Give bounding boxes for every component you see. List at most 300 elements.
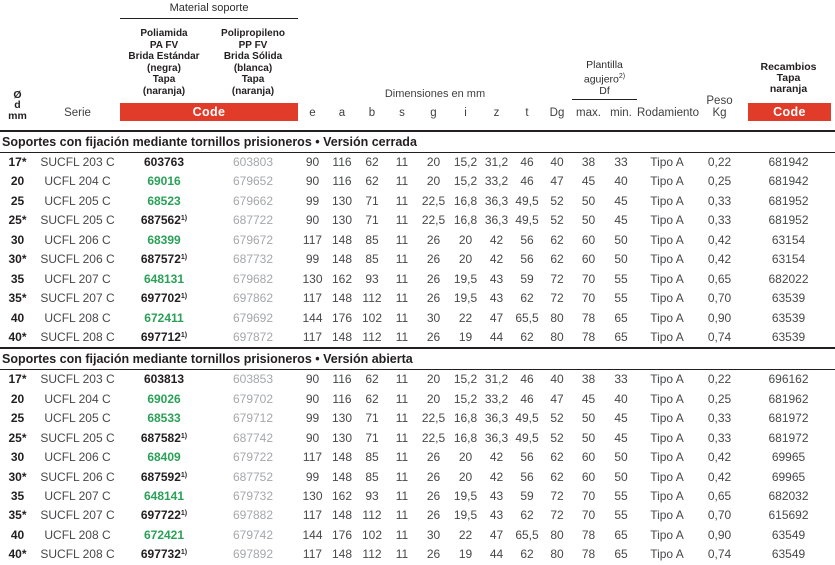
cell-code-pp: 697892	[232, 547, 274, 562]
cell-dim-s: 11	[395, 213, 409, 228]
cell-df-min: 55	[614, 508, 628, 523]
cell-df-max: 50	[581, 430, 596, 445]
cell-dim-z: 42	[489, 232, 504, 247]
cell-dim-i: 20	[458, 252, 473, 267]
cell-dim-i: 16,8	[453, 411, 478, 426]
cell-dim-i: 16,8	[453, 430, 478, 445]
table-row	[0, 309, 835, 328]
cell-dim-dg: 80	[550, 547, 564, 562]
cell-dim-a: 148	[331, 450, 353, 465]
table-row	[0, 487, 835, 506]
cell-dim-s: 11	[395, 174, 409, 189]
cell-df-max: 60	[581, 252, 596, 267]
cell-dim-a: 148	[331, 252, 353, 267]
cell-dim-z: 42	[489, 469, 504, 484]
cell-diameter: 40	[10, 527, 25, 542]
cell-dim-b: 62	[365, 372, 379, 387]
cell-diameter: 17*	[8, 155, 27, 169]
cell-dim-s: 11	[395, 252, 409, 267]
cell-dim-dg: 40	[550, 155, 564, 169]
cell-peso: 0,42	[707, 450, 732, 465]
cell-dim-z: 36,3	[484, 213, 509, 228]
cell-serie: SUCFL 208 C	[40, 547, 115, 562]
cell-diameter: 35*	[8, 508, 27, 523]
pa-line: PA FV	[149, 39, 179, 51]
cell-rodamiento: Tipo A	[650, 527, 684, 542]
cell-df-min: 55	[614, 489, 628, 503]
cell-df-max: 78	[581, 329, 596, 344]
cell-dim-dg: 52	[550, 213, 564, 228]
cell-dim-s: 11	[395, 329, 409, 344]
cell-df-min: 45	[614, 430, 628, 445]
cell-code-pa: 697702$^{1)}$	[140, 291, 188, 306]
dim-column-header-a: a	[338, 107, 346, 119]
cell-rodamiento: Tipo A	[650, 391, 684, 406]
cell-dim-z: 43	[489, 489, 504, 503]
cell-dim-e: 90	[305, 372, 320, 387]
cell-dim-e: 117	[302, 450, 323, 465]
cell-dim-i: 22	[458, 310, 473, 325]
table-row	[0, 526, 835, 545]
cell-dim-g: 26	[426, 508, 441, 523]
section-version-cerrada	[0, 130, 835, 347]
pa-line: (naranja)	[142, 85, 186, 97]
cell-serie: UCFL 208 C	[44, 527, 111, 542]
dim-column-header-g: g	[430, 107, 437, 119]
cell-dim-i: 20	[458, 450, 473, 465]
cell-code-pa: 687592$^{1)}$	[140, 469, 188, 484]
cell-code-pp: 687742	[232, 430, 274, 445]
cell-dim-s: 11	[395, 469, 409, 484]
cell-code-pa: 68523	[147, 193, 181, 208]
cell-dim-i: 16,8	[453, 213, 478, 228]
pp-line: (naranja)	[231, 85, 275, 97]
cell-serie: UCFL 205 C	[44, 411, 111, 426]
cell-dim-g: 26	[426, 252, 441, 267]
cell-dim-z: 36,3	[484, 193, 509, 208]
cell-code-pp: 697862	[232, 291, 274, 306]
cell-rodamiento: Tipo A	[650, 310, 684, 325]
cell-code-pp: 679692	[232, 310, 274, 325]
cell-dim-e: 117	[302, 329, 323, 344]
cell-diameter: 25*	[8, 213, 27, 228]
pp-line: Tapa	[241, 74, 265, 85]
cell-dim-a: 130	[331, 213, 353, 228]
cell-dim-z: 43	[489, 508, 504, 523]
cell-peso: 0,65	[707, 489, 732, 503]
cell-dim-g: 26	[426, 291, 441, 306]
cell-dim-z: 47	[489, 527, 504, 542]
cell-code-recambios: 681972	[768, 430, 809, 445]
cell-rodamiento: Tipo A	[650, 411, 684, 426]
cell-dim-dg: 40	[550, 372, 564, 387]
cell-dim-t: 59	[520, 271, 534, 286]
section-version-abierta	[0, 347, 835, 564]
cell-df-min: 55	[614, 271, 628, 286]
cell-dim-g: 20	[426, 174, 441, 189]
cell-df-min: 50	[614, 252, 628, 267]
cell-dim-b: 71	[365, 213, 379, 228]
cell-diameter: 35	[10, 271, 25, 286]
cell-dim-g: 26	[426, 469, 441, 484]
cell-dim-e: 90	[305, 391, 320, 406]
cell-dim-g: 26	[426, 329, 441, 344]
cell-rodamiento: Tipo A	[650, 372, 684, 387]
cell-dim-a: 148	[331, 329, 353, 344]
cell-dim-i: 15,2	[453, 372, 478, 387]
table-row	[0, 429, 835, 448]
cell-serie: SUCFL 206 C	[40, 469, 115, 484]
table-row	[0, 231, 835, 250]
cell-dim-g: 22,5	[421, 213, 446, 228]
cell-dim-g: 20	[426, 155, 441, 169]
cell-dim-e: 117	[302, 547, 323, 562]
cell-serie: UCFL 205 C	[44, 193, 111, 208]
cell-rodamiento: Tipo A	[650, 450, 684, 465]
cell-serie: SUCFL 207 C	[40, 291, 115, 306]
cell-dim-b: 62	[365, 174, 379, 189]
cell-dim-a: 148	[331, 232, 353, 247]
cell-rodamiento: Tipo A	[650, 193, 684, 208]
cell-dim-b: 112	[362, 329, 382, 344]
cell-code-pa: 603763	[143, 155, 185, 169]
cell-code-recambios: 681952	[768, 213, 809, 228]
cell-df-max: 60	[581, 450, 596, 465]
cell-dim-e: 90	[305, 174, 320, 189]
table-row	[0, 448, 835, 467]
cell-dim-t: 62	[520, 329, 534, 344]
cell-peso: 0,33	[707, 193, 732, 208]
cell-dim-g: 20	[426, 391, 441, 406]
cell-dim-a: 116	[332, 155, 352, 169]
cell-dim-e: 99	[305, 252, 320, 267]
cell-dim-dg: 47	[550, 174, 564, 189]
cell-code-pa: 68533	[147, 411, 181, 426]
cell-diameter: 35*	[8, 291, 27, 306]
cell-peso: 0,33	[707, 213, 732, 228]
cell-dim-t: 65,5	[515, 310, 539, 325]
pa-line: (negra)	[147, 62, 181, 74]
section-rows	[0, 370, 835, 564]
cell-code-recambios: 63154	[771, 252, 806, 267]
cell-dim-i: 19,5	[453, 489, 478, 503]
cell-dim-b: 102	[361, 527, 383, 542]
cell-dim-t: 46	[520, 155, 534, 169]
cell-dim-z: 47	[489, 310, 504, 325]
cell-dim-dg: 62	[550, 450, 564, 465]
footnote-marker: 2)	[618, 73, 626, 80]
cell-dim-g: 26	[426, 232, 441, 247]
cell-dim-t: 46	[520, 391, 534, 406]
cell-dim-dg: 62	[550, 252, 564, 267]
cell-rodamiento: Tipo A	[650, 469, 684, 484]
cell-dim-dg: 80	[550, 310, 564, 325]
cell-dim-g: 26	[426, 547, 441, 562]
cell-dim-b: 112	[362, 291, 382, 306]
cell-dim-a: 162	[331, 489, 353, 503]
cell-peso: 0,70	[707, 291, 732, 306]
cell-dim-b: 102	[361, 310, 383, 325]
cell-dim-t: 49,5	[515, 411, 539, 426]
cell-dim-a: 176	[331, 527, 353, 542]
cell-diameter: 25	[10, 193, 25, 208]
cell-code-pa: 687562$^{1)}$	[140, 213, 188, 228]
cell-dim-z: 42	[489, 450, 504, 465]
cell-dim-e: 99	[305, 469, 320, 484]
cell-df-min: 55	[614, 291, 628, 306]
cell-diameter: 40*	[8, 547, 27, 562]
cell-code-pa: 697732$^{1)}$	[140, 547, 188, 562]
cell-dim-i: 15,2	[453, 155, 478, 169]
cell-dim-e: 144	[302, 310, 323, 325]
dim-column-header-b: b	[368, 107, 376, 119]
table-row	[0, 390, 835, 409]
cell-diameter: 17*	[8, 372, 27, 387]
cell-code-pp: 687732	[232, 252, 274, 267]
dim-column-header-s: s	[399, 107, 405, 119]
dimensiones-label: Dimensiones en mm	[384, 88, 486, 100]
cell-dim-a: 148	[331, 508, 353, 523]
cell-df-min: 65	[614, 329, 628, 344]
cell-dim-i: 15,2	[453, 391, 478, 406]
cell-dim-b: 71	[365, 430, 379, 445]
cell-dim-a: 130	[331, 430, 353, 445]
cell-code-recambios: 696162	[768, 372, 809, 387]
cell-code-pa: 672421	[143, 527, 185, 542]
cell-dim-s: 11	[395, 527, 409, 542]
cell-code-pp: 679732	[232, 489, 274, 503]
cell-dim-t: 56	[520, 232, 534, 247]
cell-code-pp: 687752	[232, 469, 274, 484]
cell-dim-a: 176	[331, 310, 353, 325]
cell-df-min: 45	[614, 193, 628, 208]
cell-df-max: 70	[581, 271, 596, 286]
cell-dim-z: 31,2	[484, 372, 509, 387]
cell-dim-z: 44	[489, 547, 504, 562]
cell-rodamiento: Tipo A	[650, 155, 684, 169]
dim-column-header-i: i	[464, 107, 467, 119]
cell-serie: SUCFL 205 C	[40, 213, 115, 228]
cell-peso: 0,33	[707, 411, 732, 426]
cell-dim-z: 43	[489, 271, 504, 286]
cell-dim-s: 11	[395, 372, 409, 387]
cell-diameter: 30*	[8, 252, 27, 267]
cell-code-recambios: 681942	[768, 155, 809, 169]
cell-dim-b: 93	[365, 489, 379, 503]
cell-code-pp: 697872	[232, 329, 274, 344]
cell-df-min: 50	[614, 232, 628, 247]
cell-rodamiento: Tipo A	[650, 213, 684, 228]
cell-peso: 0,65	[707, 271, 732, 286]
cell-dim-a: 116	[332, 372, 352, 387]
cell-code-pp: 697882	[232, 508, 274, 523]
cell-dim-t: 49,5	[515, 213, 539, 228]
table-row	[0, 270, 835, 289]
cell-df-max: 38	[581, 372, 596, 387]
cell-dim-b: 71	[365, 193, 379, 208]
code-banner-recambios: Code	[748, 103, 831, 121]
cell-dim-a: 130	[331, 411, 353, 426]
cell-df-max: 50	[581, 193, 596, 208]
cell-code-recambios: 63549	[771, 547, 806, 562]
cell-dim-t: 62	[520, 508, 534, 523]
cell-dim-i: 19	[458, 547, 473, 562]
cell-code-recambios: 681942	[768, 174, 809, 189]
cell-dim-i: 19,5	[453, 508, 478, 523]
cell-dim-g: 26	[426, 450, 441, 465]
cell-dim-t: 56	[520, 469, 534, 484]
cell-code-recambios: 63154	[771, 232, 806, 247]
cell-dim-t: 65,5	[515, 527, 539, 542]
cell-dim-a: 148	[331, 291, 353, 306]
cell-rodamiento: Tipo A	[650, 430, 684, 445]
cell-dim-t: 56	[520, 450, 534, 465]
cell-dim-i: 22	[458, 527, 473, 542]
cell-dim-dg: 47	[550, 391, 564, 406]
cell-dim-t: 46	[520, 174, 534, 189]
cell-dim-s: 11	[395, 291, 409, 306]
cell-code-pp: 679702	[232, 391, 274, 406]
pa-line: Tapa	[152, 74, 176, 85]
cell-dim-g: 22,5	[421, 430, 446, 445]
pp-column-header	[208, 28, 298, 97]
code-banner-pa-pp: Code	[120, 103, 298, 121]
table-row	[0, 409, 835, 428]
cell-peso: 0,25	[707, 174, 732, 189]
cell-code-pp: 687722	[232, 213, 274, 228]
pp-line: PP FV	[238, 39, 268, 51]
cell-dim-s: 11	[395, 508, 409, 523]
cell-diameter: 30	[10, 450, 25, 465]
cell-code-recambios: 63549	[771, 527, 806, 542]
pp-line: Brida Sólida	[223, 51, 283, 62]
cell-dim-e: 117	[302, 291, 323, 306]
dim-column-header-e: e	[309, 107, 316, 119]
cell-df-min: 40	[614, 174, 628, 189]
cell-dim-b: 62	[365, 391, 379, 406]
cell-rodamiento: Tipo A	[650, 508, 684, 523]
cell-serie: UCFL 204 C	[44, 391, 111, 406]
cell-code-recambios: 681972	[768, 411, 809, 426]
cell-dim-a: 162	[331, 271, 353, 286]
cell-dim-e: 99	[305, 411, 320, 426]
cell-peso: 0,22	[707, 372, 732, 387]
cell-diameter: 35	[10, 489, 25, 503]
cell-dim-z: 31,2	[484, 155, 509, 169]
cell-dim-g: 30	[426, 310, 441, 325]
cell-df-max: 78	[581, 310, 596, 325]
cell-dim-a: 148	[331, 469, 353, 484]
cell-dim-i: 19,5	[453, 291, 478, 306]
cell-dim-g: 30	[426, 527, 441, 542]
cell-code-pp: 679662	[232, 193, 274, 208]
cell-code-pp: 679712	[232, 411, 274, 426]
cell-rodamiento: Tipo A	[650, 252, 684, 267]
cell-dim-g: 26	[426, 271, 441, 286]
cell-dim-t: 62	[520, 547, 534, 562]
cell-df-max: 78	[581, 527, 596, 542]
cell-dim-t: 59	[520, 489, 534, 503]
cell-serie: SUCFL 203 C	[40, 155, 115, 169]
cell-code-pa: 697712$^{1)}$	[140, 329, 188, 344]
section-title: Soportes con fijación mediante tornillos prisioneros • Versión cerrada	[0, 130, 835, 153]
cell-dim-s: 11	[395, 489, 409, 503]
cell-dim-b: 112	[362, 508, 382, 523]
cell-dim-i: 19	[458, 329, 473, 344]
plantilla-agujero-header: Plantilla agujero$^{2)}$ Df	[572, 60, 637, 100]
cell-peso: 0,42	[707, 252, 732, 267]
cell-code-recambios: 682032	[768, 489, 809, 503]
cell-diameter: 20	[10, 174, 25, 189]
table-header	[0, 0, 835, 130]
dim-column-header-t: t	[525, 107, 529, 119]
cell-dim-b: 85	[365, 469, 379, 484]
cell-diameter: 25*	[8, 430, 27, 445]
table-row	[0, 328, 835, 347]
cell-peso: 0,42	[707, 469, 732, 484]
cell-df-max: 45	[581, 174, 596, 189]
cell-dim-s: 11	[395, 155, 409, 169]
table-row	[0, 370, 835, 389]
cell-dim-z: 44	[489, 329, 504, 344]
peso-column-header: Peso Kg	[706, 95, 733, 119]
cell-serie: UCFL 204 C	[44, 174, 111, 189]
cell-serie: UCFL 206 C	[44, 232, 111, 247]
cell-dim-b: 112	[362, 547, 382, 562]
cell-dim-g: 20	[426, 372, 441, 387]
cell-diameter: 25	[10, 411, 25, 426]
section-rows	[0, 153, 835, 347]
cell-df-min: 50	[614, 450, 628, 465]
cell-dim-z: 33,2	[484, 391, 509, 406]
cell-serie: UCFL 207 C	[44, 489, 111, 503]
cell-dim-dg: 72	[550, 489, 564, 503]
cell-dim-t: 46	[520, 372, 534, 387]
cell-peso: 0,33	[707, 430, 732, 445]
cell-code-pa: 687572$^{1)}$	[140, 252, 188, 267]
cell-dim-dg: 72	[550, 271, 564, 286]
pp-line: Polipropileno	[221, 28, 285, 39]
cell-peso: 0,90	[707, 310, 732, 325]
dim-column-header-dg: Dg	[549, 107, 565, 119]
cell-dim-a: 116	[332, 174, 352, 189]
cell-peso: 0,22	[707, 155, 732, 169]
cell-df-max: 70	[581, 489, 596, 503]
diameter-column-header: Ø d mm	[8, 88, 27, 122]
cell-dim-s: 11	[395, 430, 409, 445]
cell-serie: UCFL 208 C	[44, 310, 111, 325]
cell-dim-a: 130	[331, 193, 353, 208]
cell-df-max: 70	[581, 508, 596, 523]
cell-dim-i: 15,2	[453, 174, 478, 189]
cell-df-min: 65	[614, 310, 628, 325]
table-row	[0, 153, 835, 172]
cell-df-min: 33	[614, 155, 628, 169]
cell-dim-s: 11	[395, 271, 409, 286]
cell-diameter: 30*	[8, 469, 27, 484]
cell-diameter: 40*	[8, 329, 27, 344]
cell-code-recambios: 615692	[768, 508, 809, 523]
table-row	[0, 289, 835, 308]
cell-dim-s: 11	[395, 547, 409, 562]
cell-dim-dg: 72	[550, 508, 564, 523]
cell-rodamiento: Tipo A	[650, 271, 684, 286]
cell-dim-dg: 72	[550, 291, 564, 306]
cell-dim-e: 90	[305, 430, 320, 445]
cell-code-pa: 648131	[143, 271, 185, 286]
cell-serie: SUCFL 206 C	[40, 252, 115, 267]
cell-dim-a: 148	[331, 547, 353, 562]
